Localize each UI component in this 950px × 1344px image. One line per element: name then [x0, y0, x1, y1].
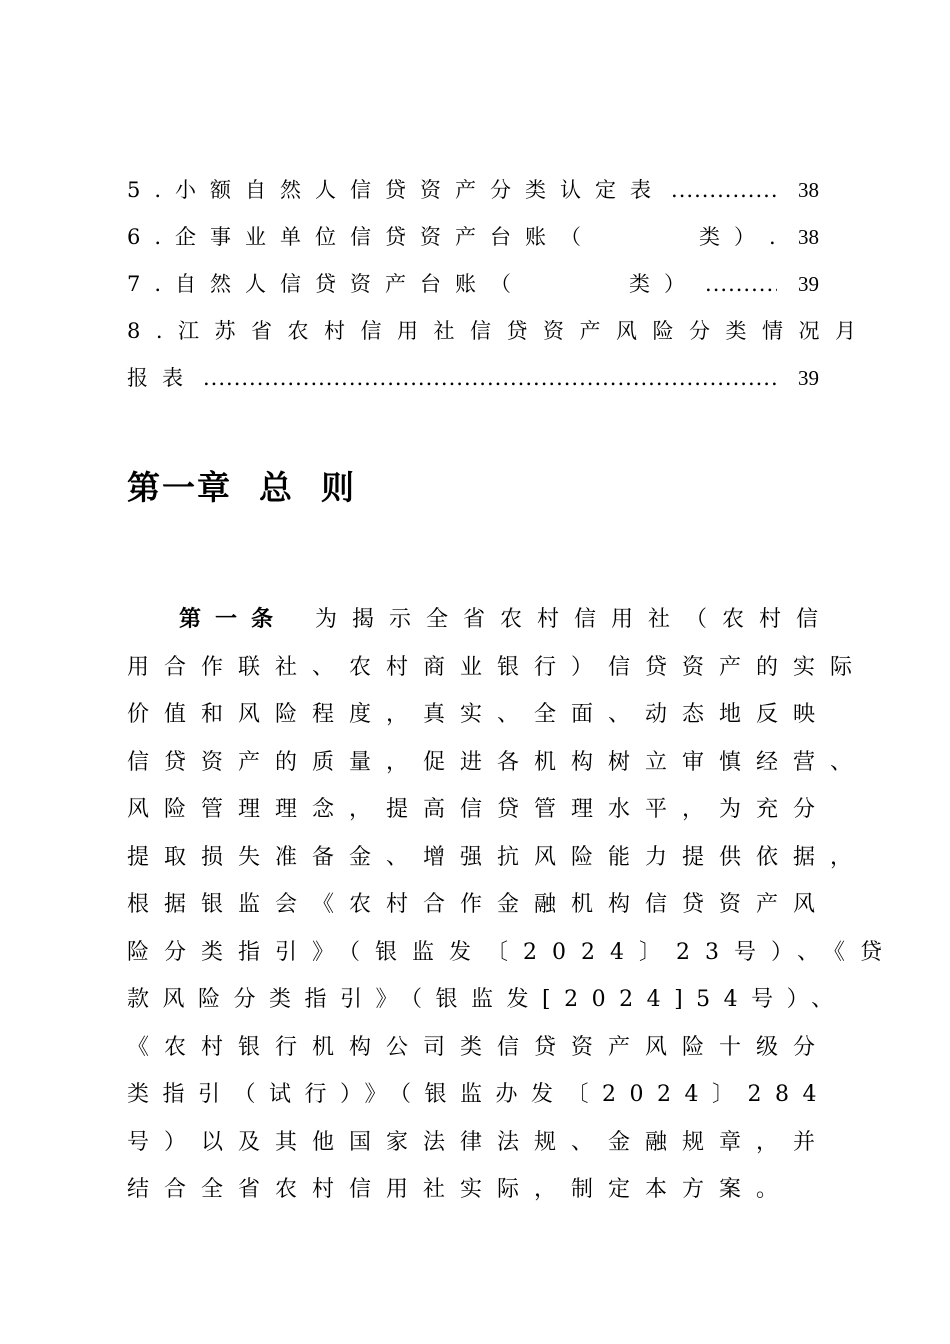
toc-entry-title: 6.企事业单位信贷资产台账（ [127, 225, 596, 249]
article-line: 信贷资产的质量，促进各机构树立审慎经营、 [127, 749, 868, 775]
toc-page-number: 38 [798, 225, 819, 249]
toc-entry-tail: 类） [699, 225, 770, 249]
article-line: 提取损失准备金、增强抗风险能力提供依据， [127, 844, 868, 870]
toc-leader-dots [671, 178, 777, 202]
toc-leader-dots [705, 272, 777, 296]
toc-entry-8[interactable] [127, 315, 872, 362]
toc-entry-tail: 类） [629, 272, 700, 296]
article-label: 第一条 [179, 606, 288, 632]
article-line: 险分类指引》（银监发〔2024〕23号）、《贷 [127, 939, 897, 965]
article-text: 为揭示全省农村信用社（农村信 [315, 607, 834, 632]
toc-entry-title: 7.自然人信贷资产台账（ [127, 272, 526, 296]
article-line: 号）以及其他国家法律法规、金融规章，并 [127, 1129, 831, 1155]
article-line: 用合作联社、农村商业银行）信贷资产的实际 [127, 654, 868, 680]
toc-entry-title: 报表 [127, 366, 197, 390]
article-line: 根据银监会《农村合作金融机构信贷资产风 [127, 892, 831, 917]
article-line: 《农村银行机构公司类信贷资产风险十级分 [127, 1034, 831, 1060]
toc-entry-8-continued[interactable] [127, 362, 819, 409]
article-line: 款风险分类指引》（银监发[2024]54号）、 [127, 987, 847, 1012]
toc-entry-6[interactable] [127, 221, 819, 268]
article-line: 结合全省农村信用社实际，制定本方案。 [127, 1177, 794, 1202]
toc-entry-title: 5.小额自然人信贷资产分类认定表 [127, 178, 666, 202]
toc-leader-dots [203, 366, 777, 390]
toc-page-number: 38 [798, 178, 819, 202]
toc-entry-7[interactable] [127, 268, 819, 315]
toc-page-number: 39 [798, 366, 819, 390]
chapter-heading: 第一章 总 则 [127, 468, 356, 507]
toc-page-number: 39 [798, 272, 819, 296]
article-line: 类指引（试行）》（银监办发〔2024〕284 [127, 1082, 830, 1107]
article-1-body [127, 596, 897, 1214]
toc-leader-dots [769, 225, 777, 249]
article-line [127, 596, 847, 644]
toc-entry-5[interactable] [127, 174, 819, 221]
toc-entry-title: 8.江苏省农村信用社信贷资产风险分类情况月 [127, 319, 872, 343]
table-of-contents [127, 174, 872, 409]
article-line: 风险管理理念，提高信贷管理水平，为充分 [127, 797, 831, 822]
article-line: 价值和风险程度，真实、全面、动态地反映 [127, 702, 831, 727]
